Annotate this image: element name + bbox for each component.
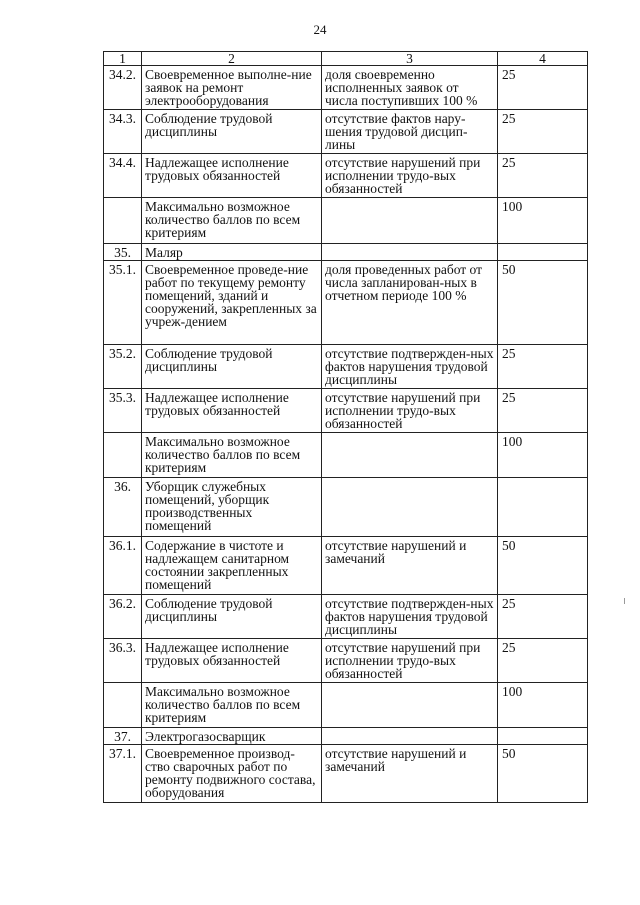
points-cell: 50	[498, 537, 588, 595]
scan-mark	[624, 598, 625, 604]
table-row	[104, 198, 588, 244]
table-row	[104, 478, 588, 537]
indicator-cell: доля проведенных работ от числа запланирован-ных в отчетном периоде 100 %	[322, 261, 498, 345]
criterion-name-cell: Электрогазосварщик	[142, 728, 322, 745]
points-cell	[498, 478, 588, 537]
indicator-cell	[322, 198, 498, 244]
criterion-name-cell: Максимально возможное количество баллов по всем критериям	[142, 198, 322, 244]
table-row	[104, 683, 588, 728]
row-number-cell	[104, 683, 142, 728]
points-cell: 100	[498, 433, 588, 478]
header-row	[104, 52, 588, 66]
criterion-name-cell: Соблюдение трудовой дисциплины	[142, 345, 322, 389]
points-cell: 100	[498, 683, 588, 728]
criterion-name-cell: Маляр	[142, 244, 322, 261]
indicator-cell: отсутствие нарушений и замечаний	[322, 537, 498, 595]
row-number-cell: 36.2.	[104, 595, 142, 639]
points-cell: 25	[498, 110, 588, 154]
points-cell: 25	[498, 389, 588, 433]
criterion-name-cell: Максимально возможное количество баллов по всем критериям	[142, 433, 322, 478]
points-cell: 25	[498, 595, 588, 639]
criterion-name-cell: Уборщик служебных помещений, уборщик производственных помещений	[142, 478, 322, 537]
row-number-cell: 35.3.	[104, 389, 142, 433]
row-number-cell: 34.2.	[104, 66, 142, 110]
points-cell	[498, 244, 588, 261]
table-row	[104, 639, 588, 683]
indicator-cell	[322, 244, 498, 261]
criterion-name-cell: Надлежащее исполнение трудовых обязанностей	[142, 639, 322, 683]
row-number-cell: 34.3.	[104, 110, 142, 154]
points-cell: 25	[498, 345, 588, 389]
table-row	[104, 745, 588, 803]
indicator-cell: отсутствие подтвержден-ных фактов нарушения трудовой дисциплины	[322, 345, 498, 389]
table-row	[104, 261, 588, 345]
criteria-table	[103, 51, 588, 803]
row-number-cell: 37.	[104, 728, 142, 745]
indicator-cell	[322, 683, 498, 728]
page-number: 24	[313, 22, 327, 37]
criterion-name-cell: Своевременное производ-ство сварочных работ по ремонту подвижного состава, оборудования	[142, 745, 322, 803]
indicator-cell: отсутствие нарушений и замечаний	[322, 745, 498, 803]
points-cell	[498, 728, 588, 745]
points-cell: 25	[498, 154, 588, 198]
indicator-cell	[322, 433, 498, 478]
points-cell: 25	[498, 639, 588, 683]
header-cell-indicator: 3	[322, 52, 498, 66]
row-number-cell: 35.	[104, 244, 142, 261]
points-cell: 50	[498, 261, 588, 345]
indicator-cell: отсутствие подтвержден-ных фактов нарушения трудовой дисциплины	[322, 595, 498, 639]
criterion-name-cell: Содержание в чистоте и надлежащем санитарном состоянии закрепленных помещений	[142, 537, 322, 595]
row-number-cell: 34.4.	[104, 154, 142, 198]
header-cell-points: 4	[498, 52, 588, 66]
indicator-cell	[322, 728, 498, 745]
criterion-name-cell: Своевременное выполне-ние заявок на ремонт электрооборудования	[142, 66, 322, 110]
points-cell: 25	[498, 66, 588, 110]
row-number-cell	[104, 198, 142, 244]
table-row	[104, 433, 588, 478]
table-row	[104, 110, 588, 154]
indicator-cell	[322, 478, 498, 537]
indicator-cell: отсутствие нарушений при исполнении трудо-вых обязанностей	[322, 639, 498, 683]
criterion-name-cell: Максимально возможное количество баллов по всем критериям	[142, 683, 322, 728]
row-number-cell: 35.1.	[104, 261, 142, 345]
header-cell-name: 2	[142, 52, 322, 66]
indicator-cell: отсутствие нарушений при исполнении трудо-вых обязанностей	[322, 154, 498, 198]
row-number-cell: 35.2.	[104, 345, 142, 389]
table-row	[104, 595, 588, 639]
table-row	[104, 345, 588, 389]
indicator-cell: отсутствие нарушений при исполнении трудо-вых обязанностей	[322, 389, 498, 433]
criterion-name-cell: Соблюдение трудовой дисциплины	[142, 110, 322, 154]
criterion-name-cell: Надлежащее исполнение трудовых обязанностей	[142, 389, 322, 433]
row-number-cell: 36.	[104, 478, 142, 537]
criterion-name-cell: Своевременное проведе-ние работ по текущему ремонту помещений, зданий и сооружений, закрепленных за учреж-дением	[142, 261, 322, 345]
table-row	[104, 154, 588, 198]
table-row	[104, 244, 588, 261]
criterion-name-cell: Соблюдение трудовой дисциплины	[142, 595, 322, 639]
row-number-cell: 36.3.	[104, 639, 142, 683]
table-row	[104, 728, 588, 745]
row-number-cell: 36.1.	[104, 537, 142, 595]
table-row	[104, 66, 588, 110]
points-cell: 100	[498, 198, 588, 244]
table-row	[104, 389, 588, 433]
table-row	[104, 537, 588, 595]
row-number-cell	[104, 433, 142, 478]
header-cell-number: 1	[104, 52, 142, 66]
row-number-cell: 37.1.	[104, 745, 142, 803]
criterion-name-cell: Надлежащее исполнение трудовых обязанностей	[142, 154, 322, 198]
indicator-cell: доля своевременно исполненных заявок от числа поступивших 100 %	[322, 66, 498, 110]
indicator-cell: отсутствие фактов нару-шения трудовой дисцип-лины	[322, 110, 498, 154]
points-cell: 50	[498, 745, 588, 803]
